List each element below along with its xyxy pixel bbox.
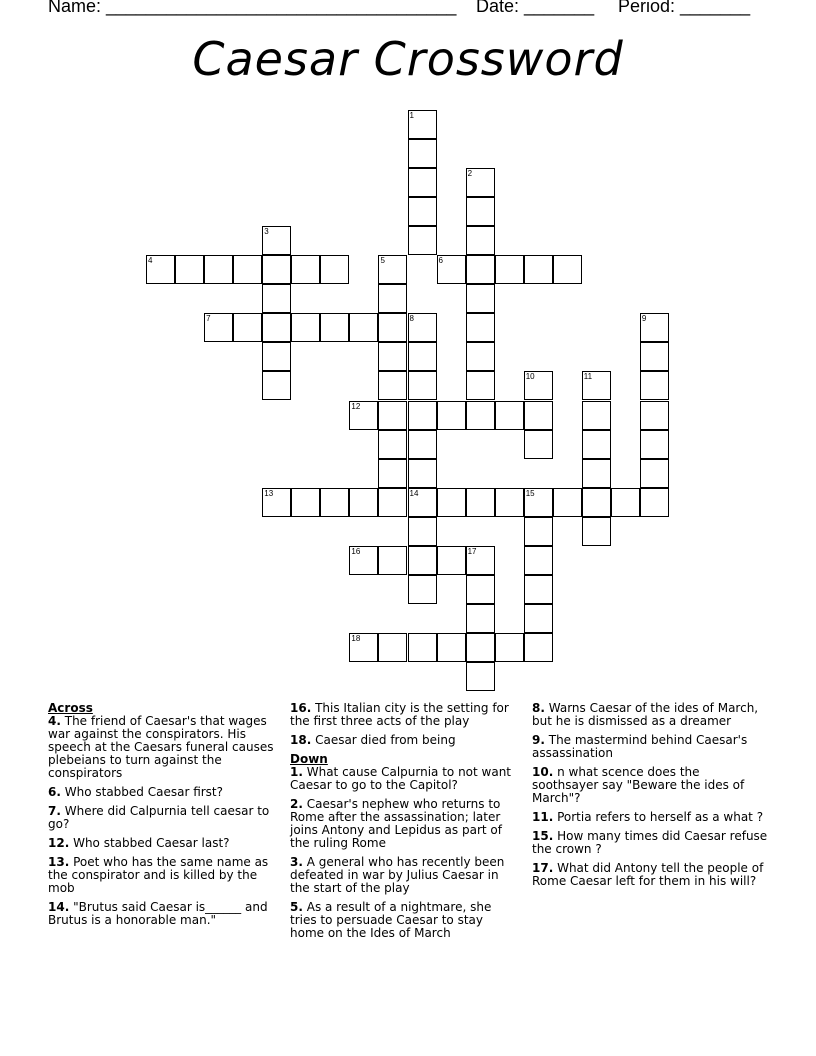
grid-cell[interactable] — [466, 342, 495, 371]
clue-item — [290, 901, 518, 940]
clue-item — [532, 734, 768, 760]
down-clue-list — [290, 766, 518, 940]
page-title: Caesar Crossword — [192, 32, 624, 86]
clues-column-1 — [48, 702, 276, 933]
grid-cell[interactable] — [466, 226, 495, 255]
clue-number: 9. — [532, 733, 545, 747]
grid-cell[interactable] — [466, 371, 495, 400]
grid-cell[interactable] — [495, 401, 524, 430]
grid-cell[interactable] — [524, 255, 553, 284]
grid-cell[interactable] — [640, 342, 669, 371]
clue-text: What cause Calpurnia to not want Caesar to go to the Capitol? — [290, 765, 512, 792]
clue-item — [48, 901, 276, 927]
grid-cell[interactable] — [408, 488, 437, 517]
clue-number: 1. — [290, 765, 303, 779]
grid-cell[interactable] — [349, 488, 378, 517]
grid-cell[interactable] — [582, 371, 611, 400]
clue-text: A general who has recently been defeated in war by Julius Caesar in the start of the play — [290, 855, 505, 895]
clue-text: Portia refers to herself as a what ? — [553, 810, 764, 824]
grid-cell[interactable] — [640, 459, 669, 488]
grid-cell[interactable] — [291, 255, 320, 284]
clue-number: 4. — [48, 714, 61, 728]
grid-cell[interactable] — [408, 226, 437, 255]
grid-cell[interactable] — [524, 604, 553, 633]
grid-cell[interactable] — [553, 488, 582, 517]
clue-number: 13. — [48, 855, 70, 869]
grid-cell[interactable] — [466, 313, 495, 342]
grid-cell[interactable] — [466, 662, 495, 691]
clue-item — [48, 715, 276, 780]
cell-number: 7 — [206, 314, 211, 324]
cell-number: 11 — [583, 372, 593, 382]
grid-cell[interactable] — [466, 168, 495, 197]
grid-cell[interactable] — [262, 255, 291, 284]
grid-cell[interactable] — [437, 255, 466, 284]
grid-cell[interactable] — [378, 546, 407, 575]
clue-text: Warns Caesar of the ides of March, but he is dismissed as a dreamer — [532, 701, 759, 728]
grid-cell[interactable] — [466, 197, 495, 226]
grid-cell[interactable] — [466, 575, 495, 604]
cell-number: 13 — [264, 488, 274, 498]
grid-cell[interactable] — [378, 342, 407, 371]
grid-cell[interactable] — [582, 401, 611, 430]
grid-cell[interactable] — [495, 633, 524, 662]
grid-cell[interactable] — [204, 255, 233, 284]
cell-number: 12 — [351, 401, 361, 411]
grid-cell[interactable] — [378, 401, 407, 430]
grid-cell[interactable] — [582, 459, 611, 488]
grid-cell[interactable] — [466, 284, 495, 313]
cell-number: 5 — [380, 256, 385, 266]
grid-cell[interactable] — [291, 488, 320, 517]
clue-number: 18. — [290, 733, 312, 747]
clue-item — [290, 702, 518, 728]
grid-cell[interactable] — [175, 255, 204, 284]
clue-number: 8. — [532, 701, 545, 715]
grid-cell[interactable] — [320, 488, 349, 517]
down-clue-list-continued — [532, 702, 768, 888]
grid-cell[interactable] — [524, 517, 553, 546]
grid-cell[interactable] — [495, 255, 524, 284]
clue-text: Where did Calpurnia tell caesar to go? — [48, 804, 270, 831]
cell-number: 2 — [467, 169, 473, 179]
clue-item — [532, 862, 768, 888]
grid-cell[interactable] — [582, 517, 611, 546]
clue-item — [290, 766, 518, 792]
clue-text: How many times did Caesar refuse the crown ? — [532, 829, 768, 856]
grid-cell[interactable] — [408, 139, 437, 168]
grid-cell[interactable] — [378, 255, 407, 284]
grid-cell[interactable] — [408, 313, 437, 342]
clue-number: 16. — [290, 701, 312, 715]
across-clue-list — [48, 715, 276, 927]
grid-cell[interactable] — [408, 459, 437, 488]
grid-cell[interactable] — [640, 488, 669, 517]
clue-text: Who stabbed Caesar last? — [69, 836, 230, 850]
grid-cell[interactable] — [262, 342, 291, 371]
date-field[interactable]: Date: _______ — [476, 0, 595, 16]
clue-number: 12. — [48, 836, 70, 850]
clue-text: The friend of Caesar's that wages war against the conspirators. His speech at the Caesars funeral causes plebeians to turn against the conspirators — [48, 714, 274, 780]
grid-cell[interactable] — [233, 255, 262, 284]
grid-cell[interactable] — [408, 575, 437, 604]
cell-number: 4 — [148, 256, 153, 266]
grid-cell[interactable] — [408, 342, 437, 371]
grid-cell[interactable] — [408, 110, 437, 139]
clue-item — [48, 837, 276, 850]
grid-cell[interactable] — [262, 313, 291, 342]
grid-cell[interactable] — [408, 197, 437, 226]
down-heading: Down — [290, 752, 328, 766]
clue-text: Caesar's nephew who returns to Rome after the assassination; later joins Antony and Lepidus as part of the ruling Rome — [290, 797, 502, 850]
cell-number: 6 — [438, 256, 443, 266]
cell-number: 3 — [264, 227, 269, 237]
grid-cell[interactable] — [262, 226, 291, 255]
grid-cell[interactable] — [495, 488, 524, 517]
across-heading: Across — [48, 701, 93, 715]
clue-item — [48, 786, 276, 799]
clue-text: n what scence does the soothsayer say "Beware the ides of March"? — [532, 765, 745, 805]
grid-cell[interactable] — [437, 401, 466, 430]
clue-item — [290, 798, 518, 850]
grid-cell[interactable] — [524, 488, 553, 517]
clue-text: This Italian city is the setting for the first three acts of the play — [290, 701, 509, 728]
grid-cell[interactable] — [553, 255, 582, 284]
grid-cell[interactable] — [378, 313, 407, 342]
grid-cell[interactable] — [408, 401, 437, 430]
grid-cell[interactable] — [466, 546, 495, 575]
grid-cell[interactable] — [146, 255, 175, 284]
grid-cell[interactable] — [378, 284, 407, 313]
grid-cell[interactable] — [408, 371, 437, 400]
clue-text: Caesar died from being — [311, 733, 456, 747]
grid-cell[interactable] — [466, 488, 495, 517]
clue-number: 6. — [48, 785, 61, 799]
clue-number: 2. — [290, 797, 303, 811]
grid-cell[interactable] — [640, 401, 669, 430]
grid-cell[interactable] — [408, 168, 437, 197]
cell-number: 15 — [525, 488, 535, 498]
grid-cell[interactable] — [291, 313, 320, 342]
across-clue-list-continued — [290, 702, 518, 747]
grid-cell[interactable] — [262, 488, 291, 517]
grid-cell[interactable] — [378, 371, 407, 400]
clue-number: 15. — [532, 829, 554, 843]
clue-number: 11. — [532, 810, 554, 824]
period-field[interactable]: Period: _______ — [618, 0, 751, 16]
grid-cell[interactable] — [408, 430, 437, 459]
grid-cell[interactable] — [466, 255, 495, 284]
grid-cell[interactable] — [524, 371, 553, 400]
clue-text: The mastermind behind Caesar's assassination — [532, 733, 748, 760]
clue-item — [532, 702, 768, 728]
grid-cell[interactable] — [640, 371, 669, 400]
grid-cell[interactable] — [582, 430, 611, 459]
grid-cell[interactable] — [524, 575, 553, 604]
grid-cell[interactable] — [378, 633, 407, 662]
grid-cell[interactable] — [378, 488, 407, 517]
cell-number: 9 — [641, 314, 647, 324]
clue-item — [532, 830, 768, 856]
grid-cell[interactable] — [466, 633, 495, 662]
clue-number: 3. — [290, 855, 303, 869]
grid-cell[interactable] — [349, 401, 378, 430]
grid-cell[interactable] — [640, 313, 669, 342]
grid-cell[interactable] — [524, 430, 553, 459]
cell-number: 16 — [351, 546, 361, 556]
grid-cell[interactable] — [262, 371, 291, 400]
grid-cell[interactable] — [378, 459, 407, 488]
clue-item — [290, 856, 518, 895]
grid-cell[interactable] — [349, 633, 378, 662]
clue-item — [48, 856, 276, 895]
clue-item — [48, 805, 276, 831]
grid-cell[interactable] — [437, 633, 466, 662]
name-field[interactable]: Name: ___________________________________ — [48, 0, 457, 16]
grid-cell[interactable] — [524, 633, 553, 662]
grid-cell[interactable] — [437, 488, 466, 517]
grid-cell[interactable] — [437, 546, 466, 575]
grid-cell[interactable] — [466, 604, 495, 633]
clue-item — [532, 811, 768, 824]
clues-column-2 — [290, 702, 518, 946]
clue-item — [532, 766, 768, 805]
clue-text: Poet who has the same name as the conspirator and is killed by the mob — [48, 855, 269, 895]
grid-cell[interactable] — [349, 546, 378, 575]
clue-text: Who stabbed Caesar first? — [60, 785, 224, 799]
grid-cell[interactable] — [466, 401, 495, 430]
cell-number: 18 — [351, 633, 361, 643]
grid-cell[interactable] — [320, 313, 349, 342]
grid-cell[interactable] — [233, 313, 262, 342]
clue-text: As a result of a nightmare, she tries to persuade Caesar to stay home on the Ides of March — [290, 900, 492, 940]
grid-cell[interactable] — [204, 313, 233, 342]
clue-number: 5. — [290, 900, 303, 914]
clue-number: 14. — [48, 900, 70, 914]
grid-cell[interactable] — [524, 546, 553, 575]
clue-number: 10. — [532, 765, 554, 779]
grid-cell[interactable] — [320, 255, 349, 284]
grid-cell[interactable] — [262, 284, 291, 313]
grid-cell[interactable] — [611, 488, 640, 517]
grid-cell[interactable] — [408, 633, 437, 662]
grid-cell[interactable] — [378, 430, 407, 459]
cell-number: 10 — [525, 372, 535, 382]
grid-cell[interactable] — [408, 517, 437, 546]
clue-number: 17. — [532, 861, 554, 875]
grid-cell[interactable] — [640, 430, 669, 459]
cell-number: 17 — [467, 546, 477, 556]
clue-text: "Brutus said Caesar is______ and Brutus is a honorable man." — [48, 900, 268, 927]
grid-cell[interactable] — [524, 401, 553, 430]
grid-cell[interactable] — [349, 313, 378, 342]
grid-cell[interactable] — [582, 488, 611, 517]
clue-text: What did Antony tell the people of Rome Caesar left for them in his will? — [532, 861, 764, 888]
cell-number: 8 — [409, 314, 414, 324]
cell-number: 14 — [409, 488, 419, 498]
cell-number: 1 — [409, 111, 414, 120]
clue-item — [290, 734, 518, 747]
clue-number: 7. — [48, 804, 61, 818]
clues-column-3 — [532, 702, 768, 894]
grid-cell[interactable] — [408, 546, 437, 575]
